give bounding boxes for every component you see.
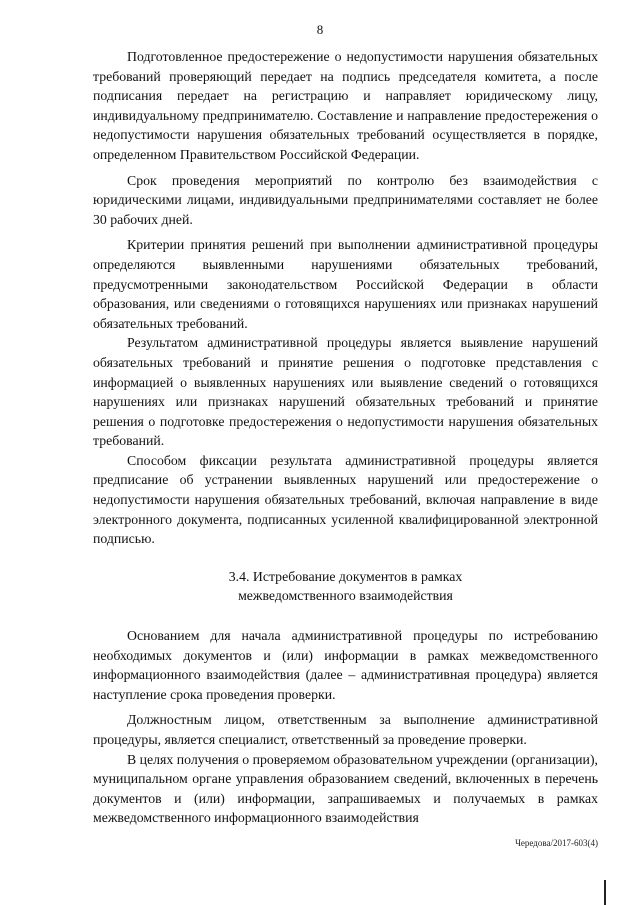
paragraph: Основанием для начала административной процедуры по истребованию необходимых документов и (или) информации в рамках межведомственного информационного взаимодействия (далее – административная процедура) является наступление срока проведения проверки. (93, 628, 598, 702)
document-body (93, 47, 598, 828)
paragraph: Срок проведения мероприятий по контролю без взаимодействия с юридическими лицами, индивидуальными предпринимателями составляет не более 30 рабочих дней. (93, 172, 598, 227)
footer-code: Чередова/2017-603(4) (515, 838, 598, 848)
paragraph: В целях получения о проверяемом образовательном учреждении (организации), муниципальном органе управления образованием сведений, включенных в перечень документов и (или) информации, запрашиваемых и получаемых в рамках межведомственного информационного взаимодействия (93, 751, 598, 826)
section-heading-line: межведомственного взаимодействия (238, 588, 453, 604)
page-edge-mark (604, 880, 606, 905)
page-number: 8 (316, 22, 324, 37)
section-heading-line: 3.4. Истребование документов в рамках (228, 568, 463, 584)
paragraph: Подготовленное предостережение о недопустимости нарушения обязательных требований проверяющий передает на подпись председателя комитета, а после подписания передает на регистрацию и направляет юридическому лицу, индивидуальному предпринимателю. Составление и направление предостережения о недопустимости нарушения обязательных требований осуществляется в порядке, определенном Правительством Российской Федерации. (93, 49, 598, 162)
paragraph: Критерии принятия решений при выполнении административной процедуры определяются выявленными нарушениями обязательных требований, предусмотренными законодательством Российской Федерации в области образования, или сведениями о готовящихся нарушениях или признаках нарушений обязательных требований. (93, 237, 598, 331)
section-heading (93, 567, 598, 606)
paragraph: Способом фиксации результата административной процедуры является предписание об устранении выявленных нарушений или предостережение о недопустимости нарушения обязательных требований, включая направление в виде электронного документа, подписанных усиленной квалифицированной электронной подписью. (93, 452, 598, 547)
paragraph: Результатом административной процедуры является выявление нарушений обязательных требований и принятие решения о подготовке представления с информацией о выявленных нарушениях или выявление сведений о готовящихся нарушениях или признаках нарушений обязательных требований и принятие решения о подготовке предостережения о недопустимости нарушения обязательных требований. (93, 335, 598, 449)
paragraph: Должностным лицом, ответственным за выполнение административной процедуры, является специалист, ответственный за проведение проверки. (93, 712, 598, 747)
